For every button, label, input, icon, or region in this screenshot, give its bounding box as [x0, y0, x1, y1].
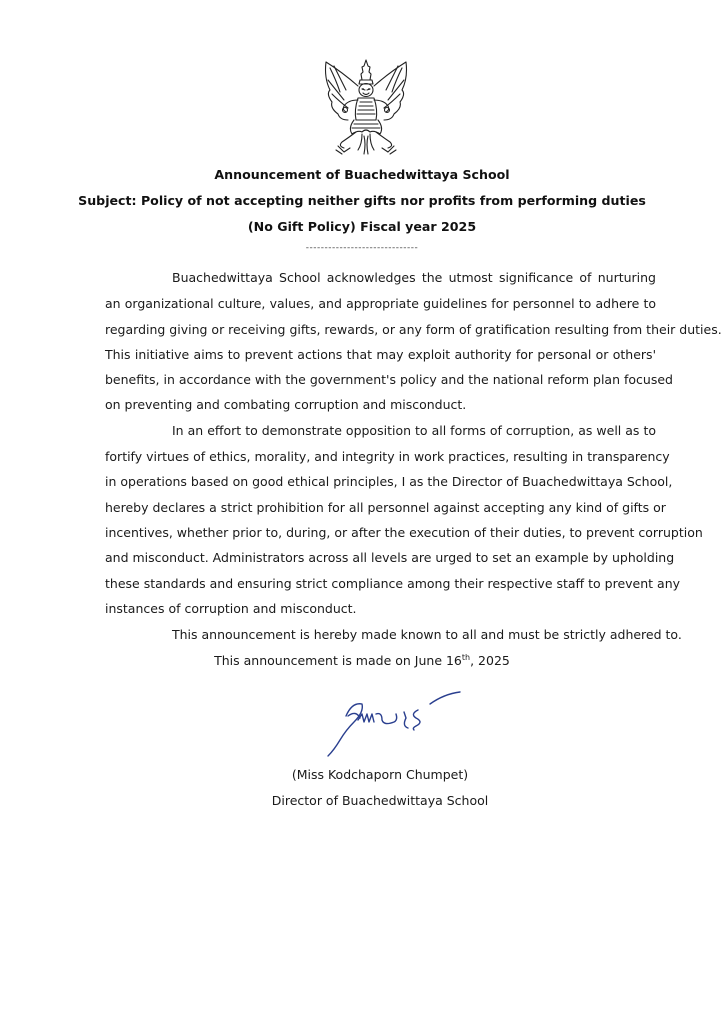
- signatory-name: (Miss Kodchaporn Chumpet): [291, 767, 469, 782]
- announcement-title: Announcement of Buachedwittaya School: [214, 167, 510, 182]
- paragraph2-line: incentives, whether prior to, during, or after the execution of their duties, to prevent corruption: [105, 525, 703, 540]
- paragraph2-line: fortify virtues of ethics, morality, and integrity in work practices, resulting in transparency: [105, 449, 670, 464]
- paragraph2-line: hereby declares a strict prohibition for all personnel against accepting any kind of gifts or: [105, 500, 666, 515]
- handwritten-signature: [310, 690, 470, 762]
- paragraph1-line: Buachedwittaya School acknowledges the utmost significance of nurturing: [172, 270, 656, 285]
- paragraph2-line: these standards and ensuring strict compliance among their respective staff to prevent any: [105, 576, 681, 591]
- date-ordinal: th: [461, 653, 471, 662]
- paragraph2-line: and misconduct. Administrators across all levels are urged to set an example by upholding: [105, 550, 675, 565]
- signatory-title: Director of Buachedwittaya School: [271, 793, 489, 808]
- paragraph1-line: benefits, in accordance with the government's policy and the national reform plan focused: [105, 372, 673, 387]
- paragraph1-line: on preventing and combating corruption and misconduct.: [105, 397, 467, 412]
- paragraph1-line: regarding giving or receiving gifts, rewards, or any form of gratification resulting from their duties.: [105, 322, 722, 337]
- announcement-subject-line2: (No Gift Policy) Fiscal year 2025: [247, 219, 477, 234]
- paragraph2-line: instances of corruption and misconduct.: [105, 601, 357, 616]
- paragraph2-line: In an effort to demonstrate opposition to all forms of corruption, as well as to: [172, 423, 656, 438]
- paragraph2-line: in operations based on good ethical principles, I as the Director of Buachedwittaya School,: [105, 474, 673, 489]
- announcement-date: [0, 653, 724, 668]
- date-year: , 2025: [470, 653, 510, 669]
- paragraph1-line: an organizational culture, values, and appropriate guidelines for personnel to adhere to: [105, 296, 656, 311]
- announcement-subject: Subject: Policy of not accepting neither gifts nor profits from performing duties: [78, 193, 646, 208]
- date-text: This announcement is made on June 16: [214, 653, 462, 669]
- section-divider: ------------------------------: [305, 243, 419, 253]
- closing-statement: This announcement is hereby made known to all and must be strictly adhered to.: [172, 627, 682, 642]
- paragraph1-line: This initiative aims to prevent actions that may exploit authority for personal or others': [105, 347, 656, 362]
- garuda-emblem-icon: [318, 58, 414, 158]
